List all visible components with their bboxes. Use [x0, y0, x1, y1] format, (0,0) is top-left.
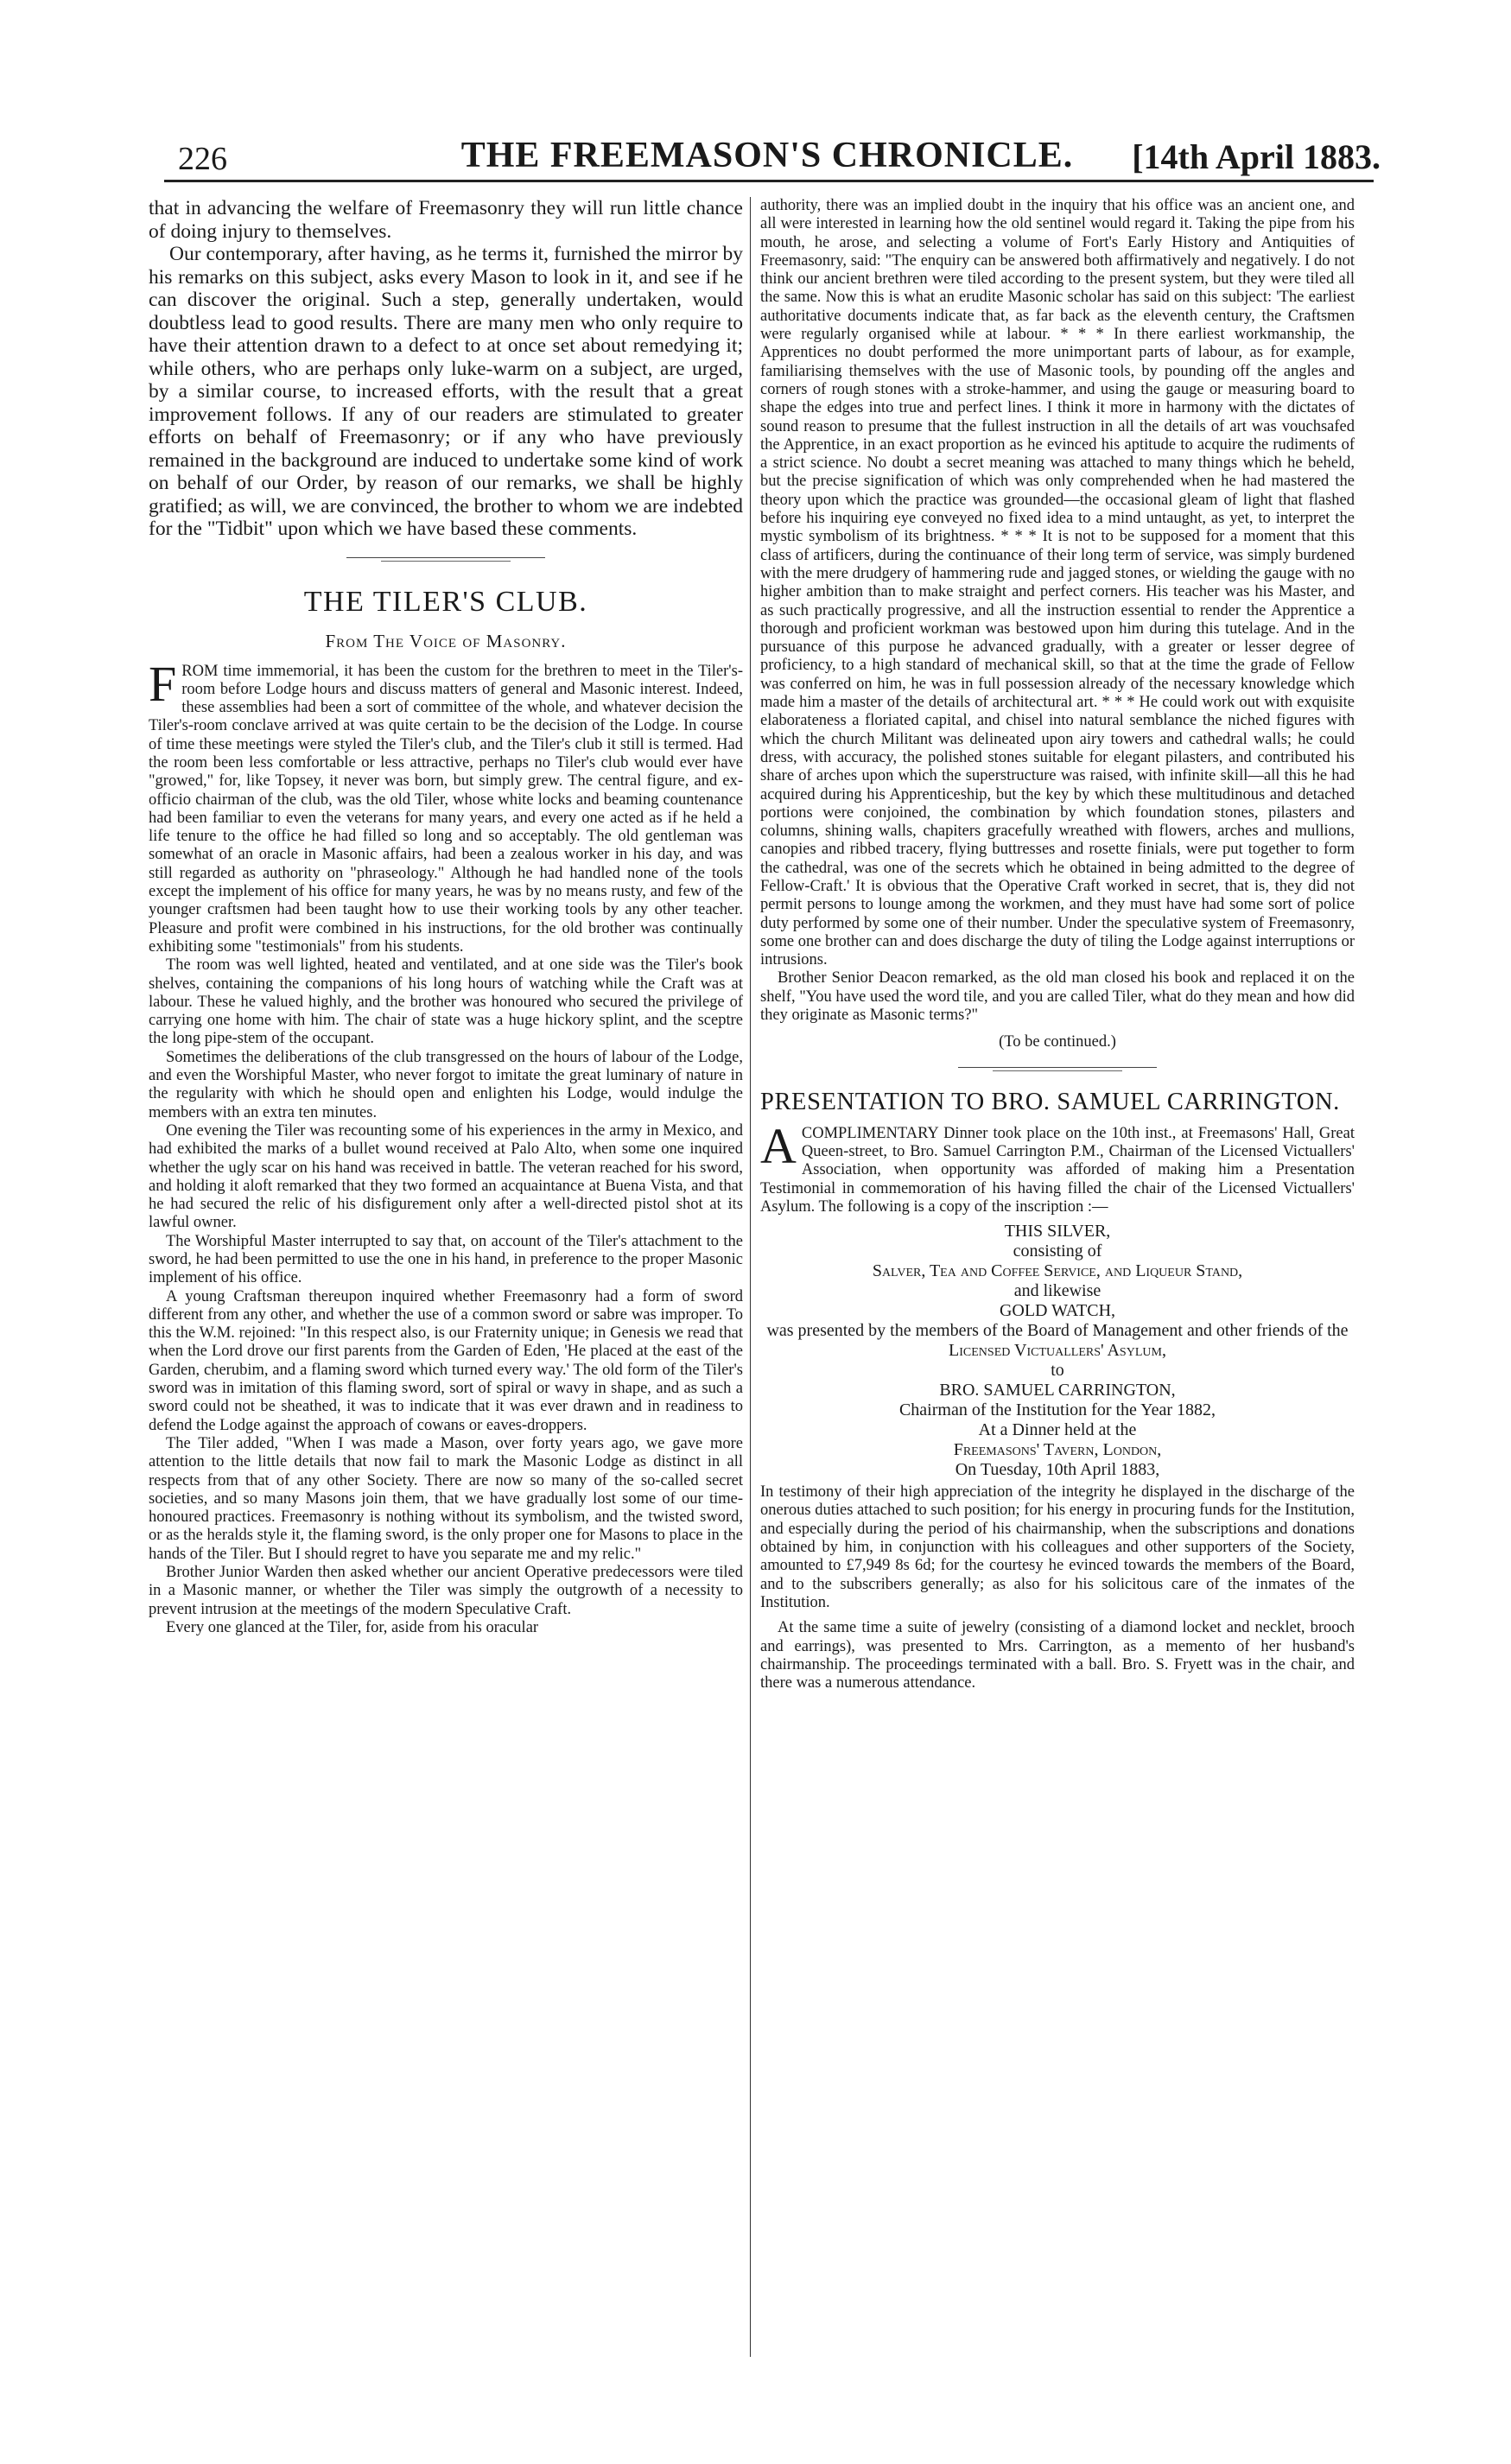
- inscription-line: THIS SILVER,: [1004, 1222, 1111, 1242]
- drop-cap: A: [760, 1117, 797, 1174]
- paragraph: Brother Junior Warden then asked whether our ancient Operative predecessors were tiled in a Masonic manner, or whether the Tiler was simply the outgrowth of a necessity to prevent intrusion at the meetings of the modern Speculative Craft.: [149, 1564, 743, 1618]
- article-title-tilers-club: THE TILER'S CLUB.: [303, 585, 588, 618]
- inscription-line: Freemasons' Tavern, London,: [953, 1440, 1162, 1460]
- inscription-line: was presented by the members of the Board of Management and other friends of the: [766, 1321, 1349, 1341]
- masthead: THE FREEMASON'S CHRONICLE.: [460, 136, 1074, 175]
- article-title-presentation: PRESENTATION TO BRO. SAMUEL CARRINGTON.: [760, 1088, 1340, 1115]
- paragraph: that in advancing the welfare of Freemasonry they will run little chance of doing injury to themselves.: [149, 197, 743, 243]
- paragraph: Every one glanced at the Tiler, for, aside from his oracular: [166, 1618, 539, 1636]
- to-be-continued: (To be continued.): [999, 1033, 1116, 1051]
- right-column: [760, 197, 1355, 1692]
- column-divider: [750, 197, 751, 2357]
- inscription-line: On Tuesday, 10th April 1883,: [955, 1460, 1160, 1480]
- paragraph: Our contemporary, after having, as he terms it, furnished the mirror by his remarks on this subject, asks every Mason to look in it, and see if he can discover the original. Such a step, generally undertaken, would doubtless lead to good results. There are many men who only require to have their attention drawn to a defect to at once set about remedying it; while others, who are perhaps only luke-warm on a subject, are urged, by a similar course, to increased efforts, with the result that a great improvement follows. If any of our readers are stimulated to greater efforts on behalf of Freemasonry; or if any who have previously remained in the background are induced to undertake some kind of work on behalf of our Order, by reason of our remarks, we shall be highly gratified; as will, we are convinced, the brother to whom we are indebted for the "Tidbit" upon which we have based these comments.: [149, 243, 743, 540]
- paragraph: At the same time a suite of jewelry (consisting of a diamond locket and necklet, brooch and earrings), was presented to Mrs. Carrington, as a memento of her husband's chairmanship. The proceedings terminated with a ball. Bro. S. Fryett was in the chair, and there was a numerous attendance.: [760, 1619, 1355, 1692]
- inscription-line: BRO. SAMUEL CARRINGTON,: [939, 1381, 1176, 1400]
- inscription-line: At a Dinner held at the: [978, 1420, 1137, 1440]
- issue-date: [14th April 1883.: [1132, 137, 1381, 176]
- paragraph: One evening the Tiler was recounting some of his experiences in the army in Mexico, and had exhibited the marks of a bullet wound received at Palo Alto, when some one inquired whether the ugly scar on his hand was received in battle. The veteran reached for his sword, and holding it aloft remarked that they two formed an acquaintance at Buena Vista, and that he had secured the relic of his disfigurement only after a well-directed pistol shot at its lawful owner.: [149, 1121, 743, 1232]
- inscription-line: consisting of: [1013, 1242, 1102, 1261]
- paragraph-text: COMPLIMENTARY Dinner took place on the 10th inst., at Freemasons' Hall, Great Queen-street, to Bro. Samuel Carrington P.M., Chairman of the Licensed Victuallers' Association, when opportunity was afforded of making him a Presentation Testimonial in commemoration of his having filled the chair of the Licensed Victuallers' Asylum. The following is a copy of the inscription :—: [760, 1124, 1355, 1216]
- paragraph: The Worshipful Master interrupted to say that, on account of the Tiler's attachment to the sword, he had been permitted to use the one in his hand, in preference to the proper Masonic implement of his office.: [149, 1232, 743, 1287]
- inscription-line: and likewise: [1013, 1281, 1102, 1301]
- drop-cap: F: [149, 655, 177, 712]
- header-rule: [164, 180, 1374, 182]
- inscription-line: Salver, Tea and Coffee Service, and Liqueur Stand,: [872, 1261, 1243, 1281]
- article-source: From The Voice of Masonry.: [325, 630, 567, 651]
- page-header: [154, 130, 1381, 178]
- paragraph: The room was well lighted, heated and ventilated, and at one side was the Tiler's book shelves, containing the companions of his long hours of watching while the Craft was at labour. These he valued highly, and the brother was honoured who secured the privilege of carrying one home with him. The chair of state was a huge hickory splint, and the sceptre the long pipe-stem of the occupant.: [149, 956, 743, 1048]
- inscription-line: Licensed Victuallers' Asylum,: [949, 1341, 1166, 1361]
- inscription-line: GOLD WATCH,: [999, 1301, 1116, 1321]
- article-body-presentation: [760, 1117, 1355, 1693]
- paragraph: [149, 655, 743, 957]
- inscription-line: Chairman of the Institution for the Year 1882,: [898, 1400, 1216, 1420]
- inscription: [760, 1222, 1355, 1480]
- inscription-line: to: [1051, 1361, 1064, 1381]
- paragraph: Sometimes the deliberations of the club transgressed on the hours of labour of the Lodge, and even the Worshipful Master, who never forgot to imitate the great luminary of nature in the regularity with which he should open and enlighten his Lodge, would indulge the members with an extra ten minutes.: [149, 1048, 743, 1121]
- paragraph-text: ROM time immemorial, it has been the custom for the brethren to meet in the Tiler's-room before Lodge hours and discuss matters of general and Masonic interest. Indeed, these assemblies had been a sort of committee of the whole, and whatever decision the Tiler's-room conclave arrived at was quite certain to be the decision of the Lodge. In course of time these meetings were styled the Tiler's club, and the Tiler's club it still is termed. Had the room been less comfortable or less attractive, perhaps no Tiler's club would ever have "growed," for, like Topsey, it never was born, but simply grew. The central figure, and ex-officio chairman of the club, was the old Tiler, whose white locks and beaming countenance had been familiar to even the veterans for many years, and every one acted as if he held a life tenure to the office he had filled so long and so acceptably. The old gentleman was somewhat of an oracle in Masonic affairs, had been a zealous worker in his day, and was still regarded as authority on "phraseology." Although he had handled none of the tools except the implement of his office for many years, he was by no means rusty, and few of the younger craftsmen had been taught how to use their working tools by any other teacher. Pleasure and profit were combined in his instructions, for the old brother was continually exhibiting some "testimonials" from his students.: [149, 662, 743, 956]
- paragraph: The Tiler added, "When I was made a Mason, over forty years ago, we gave more attention to the little details that now fail to mark the Masonic Lodge as distinct in all respects from that of any other Society. There are now so many of the so-called secret societies, and so many Masons join them, that we have gradually lost some of our time-honoured practices. Freemasonry is nothing without its symbolism, and the twisted sword, or as the heralds style it, the flaming sword, is the only proper one for Masons to place in the hands of the Tiler. But I should regret to have you separate me and my relic.": [149, 1434, 743, 1563]
- paragraph: [760, 1117, 1355, 1216]
- article-body-tilers-club: [149, 655, 743, 1638]
- article-body-continued: [760, 197, 1355, 1052]
- paragraph: Brother Senior Deacon remarked, as the old man closed his book and replaced it on the shelf, "You have used the word tile, and you are called Tiler, what do they mean and how did they originate as Masonic terms?": [760, 969, 1355, 1025]
- paragraph: authority, there was an implied doubt in the inquiry that his office was an ancient one, and all were interested in learning how the old sentinel would regard it. Taking the pipe from his mouth, he arose, and selecting a volume of Fort's Early History and Antiquities of Freemasonry, said: "The enquiry can be answered both affirmatively and negatively. I do not think our ancient brethren were tiled according to the present system, but they were tiled all the same. Now this is what an erudite Masonic scholar has said on this subject: 'The earliest authoritative documents indicate that, as far back as the eleventh century, the Craftsmen were regularly organised while at labour. * * * In there earliest workmanship, the Apprentices no doubt performed the more unimportant parts of labour, as for example, familiarising themselves with the use of Masonic tools, by pounding off the angles and corners of rough stones with a stroke-hammer, and using the gauge or measuring board to shape the edges into true and perfect lines. I think it more in harmony with the dictates of sound reason to presume that the fullest instruction in all the details of art was vouchsafed the Apprentice, in an exact proportion as he evinced his aptitude to acquire the rudiments of a strict science. No doubt a secret meaning was attached to many things which he beheld, but the precise signification of which was only comprehended when he had mastered the theory upon which the practice was grounded—the occasional gleam of light that flashed before his inquiring eye conveyed no fixed idea to a mind untaught, as yet, to interpret the mystic symbolism of its brightness. * * * It is not to be supposed for a moment that this class of artificers, during the continuance of their long term of service, was simply burdened with the mere drudgery of hammering rude and jagged stones, or wielding the gauge with no higher ambition than to make straight and perfect corners. His teacher was his Master, and as such practically progressive, and all the instruction essential to render the Apprentice a thorough and proficient workman was bestowed upon him during this tutelage. And in the pursuance of this purpose he advanced gradually, with a greater or lesser degree of proficiency, to a high standard of mechanical skill, so that at the time the grade of Fellow was conferred on him, he was in full possession already of the necessary knowledge which made him a master of the details of architectural art. * * * He could work out with exquisite elaborateness a floriated capital, and chisel into natural semblance the niched figures with which the church Militant was delineated upon airy towers and cathedral walls; he could dress, with accuracy, the polished stones suitable for elegant pilasters, and contributed his share of arches upon which the superstructure was raised, with infinite skill—all this he had acquired during his Apprenticeship, but the key by which these multitudinous and detached portions were conjoined, the combination by which foundation stones, pilasters and columns, shining walls, chapiters gracefully wreathed with flowers, arches and mullions, canopies and ribbed tracery, flying buttresses and rosette finials, were put together to form the cathedral, was one of the secrets which he obtained in being admitted to the degree of Fellow-Craft.' It is obvious that the Operative Craft worked in secret, that is, they did not permit persons to lounge among the workmen, and they must have had some sort of police duty performed by some one of their number. Under the speculative system of Freemasonry, some one brother can and does discharge the duty of tiling the Lodge against interruptions or intrusions.: [760, 197, 1355, 969]
- section-ornament: [958, 1066, 1157, 1073]
- left-column: [149, 197, 743, 1637]
- page-number: 226: [178, 141, 227, 177]
- paragraph: In testimony of their high appreciation of the integrity he displayed in the discharge of the onerous duties attached to such position; for his energy in procuring funds for the Institution, and especially during the period of his chairmanship, when the subscriptions and donations obtained by him, in conjunction with his colleagues and other supporters of the Society, amounted to £7,949 8s 6d; for the courtesy he evinced towards the members of the Board, and to the subscribers generally; as also for his solicitous care of the inmates of the Institution.: [760, 1483, 1355, 1611]
- paragraph: A young Craftsman thereupon inquired whether Freemasonry had a form of sword different from any other, and whether the use of a common sword or sabre was improper. To this the W.M. rejoined: "In this respect also, is our Fraternity unique; in Genesis we read that when the Lord drove our first parents from the Garden of Eden, 'He placed at the east of the Garden, cherubim, and a flaming sword which turned every way.' The old form of the Tiler's sword was in imitation of this flaming sword, sort of spiral or wavy in shape, and as such a sword could not be sheathed, it was to indicate that it was ever drawn and in readiness to defend the Lodge against the approach of cowans or eaves-droppers.: [149, 1287, 743, 1434]
- section-ornament: [346, 556, 545, 563]
- editorial-continuation: [149, 197, 743, 541]
